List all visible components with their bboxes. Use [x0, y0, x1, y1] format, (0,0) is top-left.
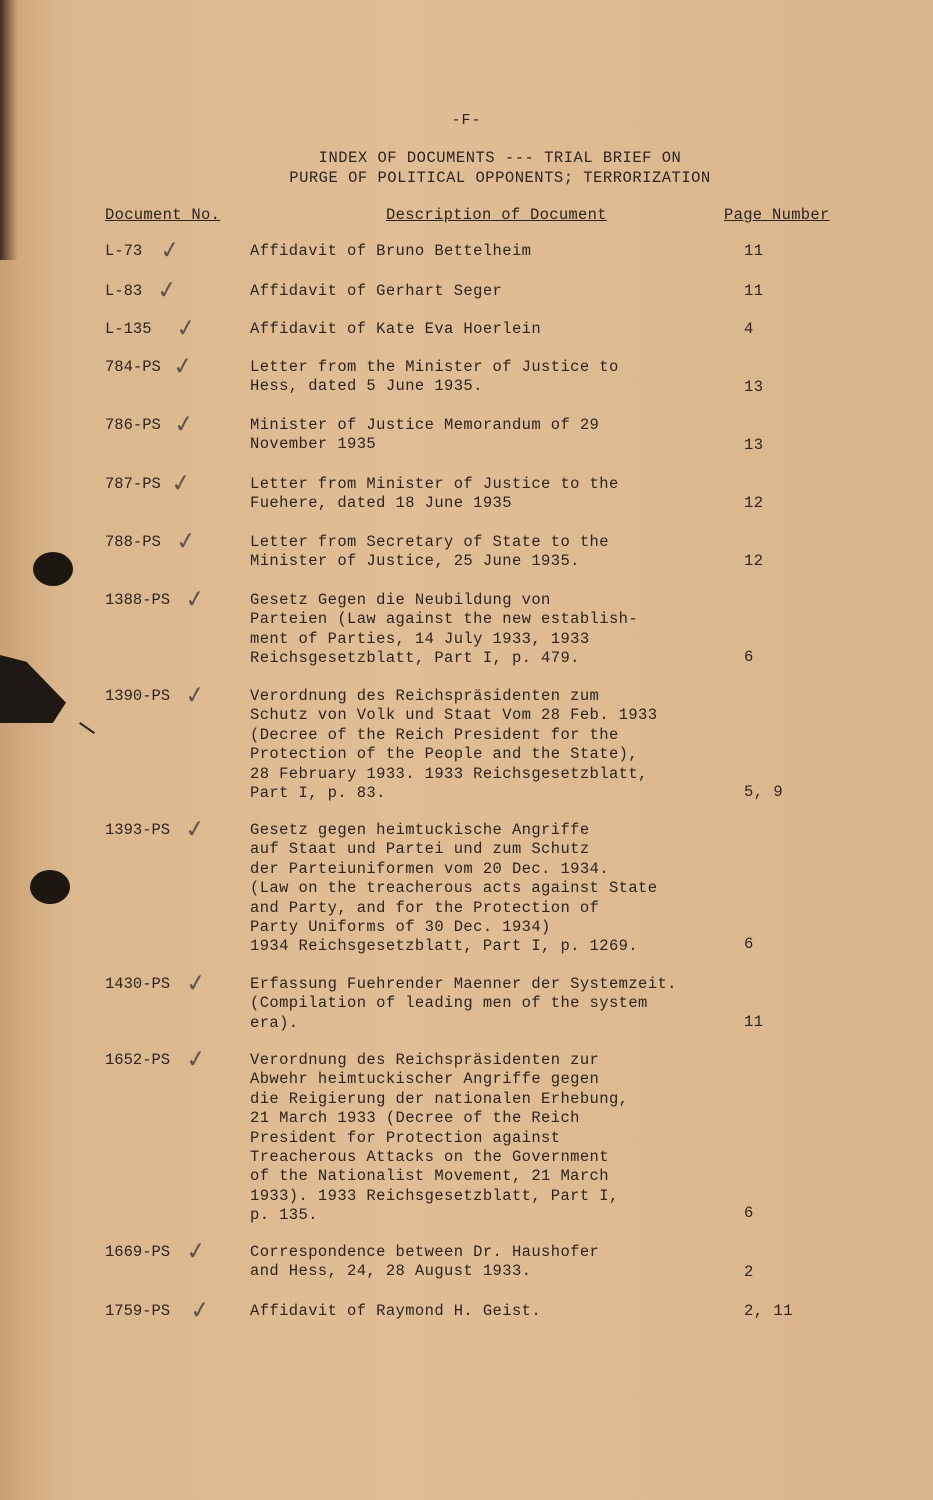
page-number: 6 — [744, 1204, 754, 1222]
document-number: L-83 — [105, 282, 143, 300]
document-description: Erfassung Fuehrender Maenner der Systemzeit. (Compilation of leading men of the system era). — [250, 975, 677, 1032]
check-mark-icon: ✓ — [184, 967, 208, 999]
page-mark: -F- — [451, 112, 482, 129]
check-mark-icon: ✓ — [169, 467, 193, 499]
document-number: 787-PS — [105, 475, 161, 493]
check-mark-icon: ✓ — [174, 312, 198, 344]
document-description: Minister of Justice Memorandum of 29 November 1935 — [250, 416, 600, 454]
check-mark-icon: ✓ — [155, 274, 179, 306]
page-number: 6 — [744, 935, 754, 953]
document-description: Gesetz gegen heimtuckische Angriffe auf Staat und Partei und zum Schutz der Parteiuniformen vom 20 Dec. 1934. (Law on the treacherous acts against State and Party, and for the Protection of Party Uniforms of 30 Dec. 1934) 1934 Reichsgesetzblatt, Part I, p. 1269. — [250, 821, 658, 956]
document-description: Letter from the Minister of Justice to Hess, dated 5 June 1935. — [250, 358, 619, 396]
page-number: 13 — [744, 436, 764, 454]
document-number: L-135 — [105, 320, 152, 338]
header-description: Description of Document — [386, 206, 607, 224]
document-number: 784-PS — [105, 358, 161, 376]
title-line-2: PURGE OF POLITICAL OPPONENTS; TERRORIZATION — [289, 169, 711, 187]
check-mark-icon: ✓ — [184, 1235, 208, 1267]
document-number: 1388-PS — [105, 591, 171, 609]
document-number: 1759-PS — [105, 1302, 171, 1320]
document-number: 1430-PS — [105, 975, 171, 993]
document-description: Verordnung des Reichspräsidenten zum Schutz von Volk und Staat Vom 28 Feb. 1933 (Decree of the Reich President for the Protection of the People and the State), 28 February 1933. 1933 Reichsgesetzblatt, Part I, p. 83. — [250, 687, 658, 803]
document-description: Correspondence between Dr. Haushofer and Hess, 24, 28 August 1933. — [250, 1243, 600, 1281]
page-number: 12 — [744, 552, 764, 570]
check-mark-icon: ✓ — [172, 408, 196, 440]
document-number: 1669-PS — [105, 1243, 171, 1261]
document-number: 1652-PS — [105, 1051, 171, 1069]
document-description: Gesetz Gegen die Neubildung von Parteien (Law against the new establish- ment of Parties, 14 July 1933, 1933 Reichsgesetzblatt, Part I, p. 479. — [250, 591, 639, 668]
page-number: 13 — [744, 378, 764, 396]
document-description: Letter from Minister of Justice to the Fuehere, dated 18 June 1935 — [250, 475, 619, 513]
page-number: 2 — [744, 1263, 754, 1281]
check-mark-icon: ✓ — [158, 234, 182, 266]
title-line-1: INDEX OF DOCUMENTS --- TRIAL BRIEF ON — [318, 149, 682, 167]
document-number: 786-PS — [105, 416, 161, 434]
document-description: Verordnung des Reichspräsidenten zur Abwehr heimtuckischer Angriffe gegen die Reigierung der nationalen Erhebung, 21 March 1933 (Decree of the Reich President for Protection against Treacherous Attacks on the Government of the Nationalist Movement, 21 March 1933). 1933 Reichsgesetzblatt, Part I, p. 135. — [250, 1051, 629, 1225]
check-mark-icon: ✓ — [171, 350, 195, 382]
document-number: L-73 — [105, 242, 143, 260]
check-mark-icon: ✓ — [184, 1043, 208, 1075]
document-description: Affidavit of Bruno Bettelheim — [250, 242, 532, 260]
check-mark-icon: ✓ — [183, 813, 207, 845]
document-description: Affidavit of Gerhart Seger — [250, 282, 503, 300]
check-mark-icon: ✓ — [183, 583, 207, 615]
page-number: 4 — [744, 320, 754, 338]
page-number: 11 — [744, 1013, 764, 1031]
document-number: 1390-PS — [105, 687, 171, 705]
document-number: 1393-PS — [105, 821, 171, 839]
document-description: Letter from Secretary of State to the Minister of Justice, 25 June 1935. — [250, 533, 609, 571]
header-document-no: Document No. — [105, 206, 221, 224]
header-page-number: Page Number — [724, 206, 830, 224]
document-description: Affidavit of Kate Eva Hoerlein — [250, 320, 542, 338]
page-number: 11 — [744, 242, 764, 260]
page-edge-shadow — [0, 0, 18, 260]
punch-hole-top — [33, 552, 73, 586]
document-title — [230, 148, 770, 188]
punch-hole-bottom — [30, 870, 70, 904]
page-number: 11 — [744, 282, 764, 300]
check-mark-icon: ✓ — [174, 525, 198, 557]
page-number: 12 — [744, 494, 764, 512]
check-mark-icon: ✓ — [188, 1294, 212, 1326]
page-number: 6 — [744, 648, 754, 666]
document-description: Affidavit of Raymond H. Geist. — [250, 1302, 542, 1320]
page-number: 2, 11 — [744, 1302, 794, 1320]
check-mark-icon: ✓ — [183, 679, 207, 711]
page-number: 5, 9 — [744, 783, 784, 801]
document-number: 788-PS — [105, 533, 161, 551]
